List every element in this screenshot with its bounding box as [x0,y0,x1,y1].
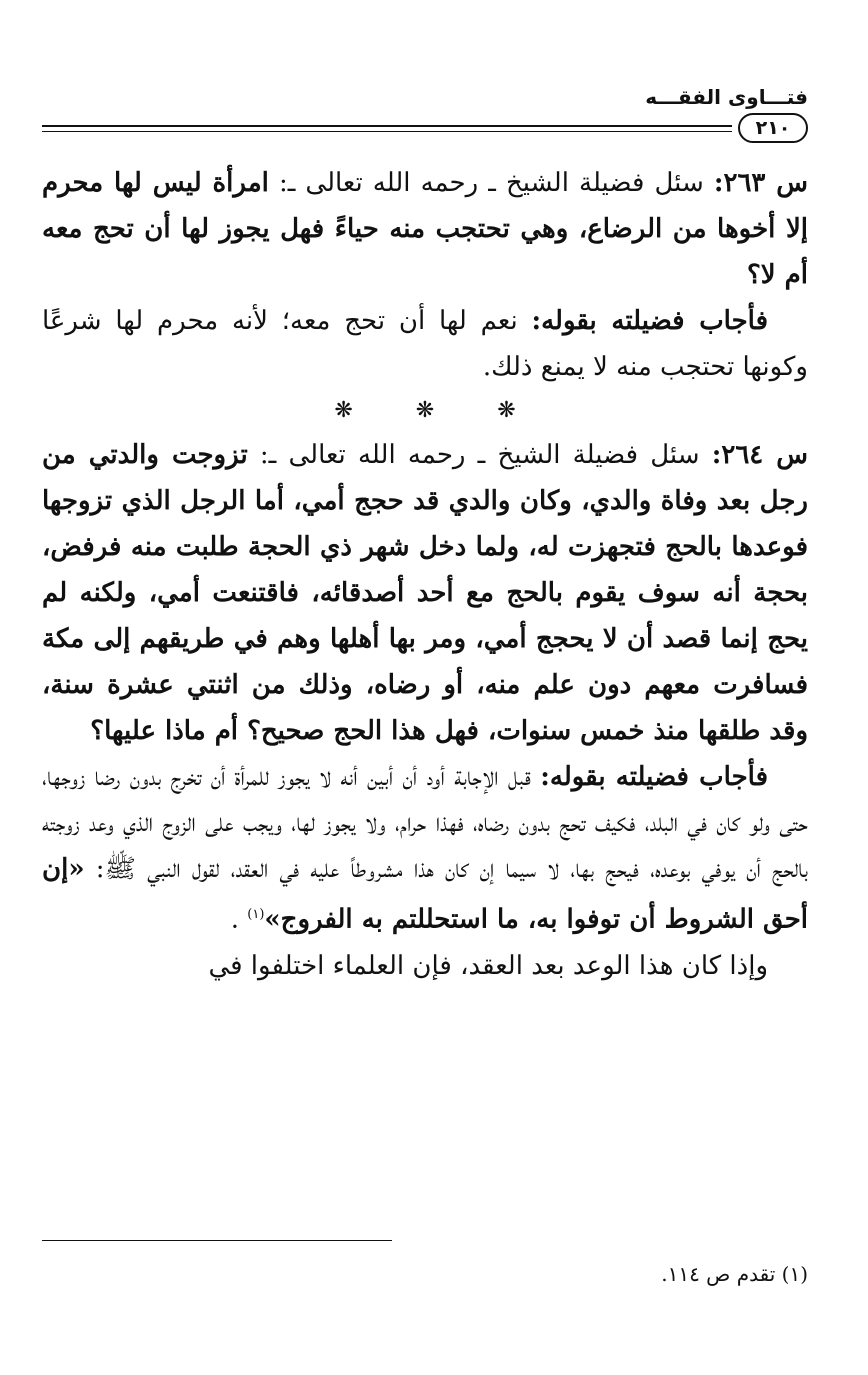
page-body [42,160,808,989]
page-number: ٢١٠ [738,113,808,143]
header-rule [42,125,732,127]
hadith-quote: «إن أحق الشروط أن توفوا به، ما استحللتم به الفروج» [42,854,808,935]
section-separator: ❋ ❋ ❋ [334,398,544,423]
running-title: فتـــاوى الفقـــه [645,85,808,109]
answer-text: قبل الإجابة أود أن أبين أنه لا يجوز للمرأة أن تخرج بدون رضا زوجها، حتى ولو كان في البلد، فكيف تحج بدون رضاه، فهذا حرام، ولا يجوز لها، ويجب على الزوج الذي وعد زوجته بالحج أن يوفي بوعده، فيحج بها، لا سيما إن كان هذا مشروطاً عليه في العقد، لقول النبي ﷺ: [42,762,809,884]
footnote: (١) تقدم ص ١١٤. [661,1262,808,1286]
footnote-rule [42,1240,392,1241]
question-intro: سئل فضيلة الشيخ ـ رحمه الله تعالى ـ: [278,168,704,198]
question-label: س ٢٦٤: [711,440,809,470]
question-label: س ٢٦٣: [713,168,809,198]
answer-264 [42,754,808,943]
answer-263 [42,298,808,390]
question-263 [42,160,808,298]
question-text: امرأة ليس لها محرم إلا أخوها من الرضاع، وهي تحتجب منه حياءً فهل يجوز لها أن تحج معه أم لا؟ [42,168,808,290]
answer-label: فأجاب فضيلته بقوله: [540,762,769,792]
question-264 [42,432,808,754]
header-rule-thin [42,131,732,132]
answer-text: نعم لها أن تحج معه؛ لأنه محرم لها شرعًا وكونها تحتجب منه لا يمنع ذلك. [42,306,808,382]
sentence-end: . [230,904,240,935]
question-text: تزوجت والدتي من رجل بعد وفاة والدي، وكان والدي قد حجج أمي، أما الرجل الذي تزوجها فوعدها بالحج فتجهزت له، ولما دخل شهر ذي الحجة طلبت منه فرفض، بحجة أنه سوف يقوم بالحج مع أحد أصدقائه، فاقتنعت أمي، ولكنه لم يحج إنما قصد أن لا يحجج أمي، ومر بها أهلها وهم في طريقهم إلى مكة فسافرت معهم دون علم منه، أو رضاه، وذلك من اثنتي عشرة سنة، وقد طلقها منذ خمس سنوات، فهل هذا الحج صحيح؟ أم ماذا عليها؟ [42,440,808,746]
answer-label: فأجاب فضيلته بقوله: [531,306,769,336]
footnote-ref: (١) [247,907,265,922]
continuation-paragraph: وإذا كان هذا الوعد بعد العقد، فإن العلماء اختلفوا في [208,950,768,981]
page-header [42,85,808,145]
question-intro: سئل فضيلة الشيخ ـ رحمه الله تعالى ـ: [259,440,700,470]
